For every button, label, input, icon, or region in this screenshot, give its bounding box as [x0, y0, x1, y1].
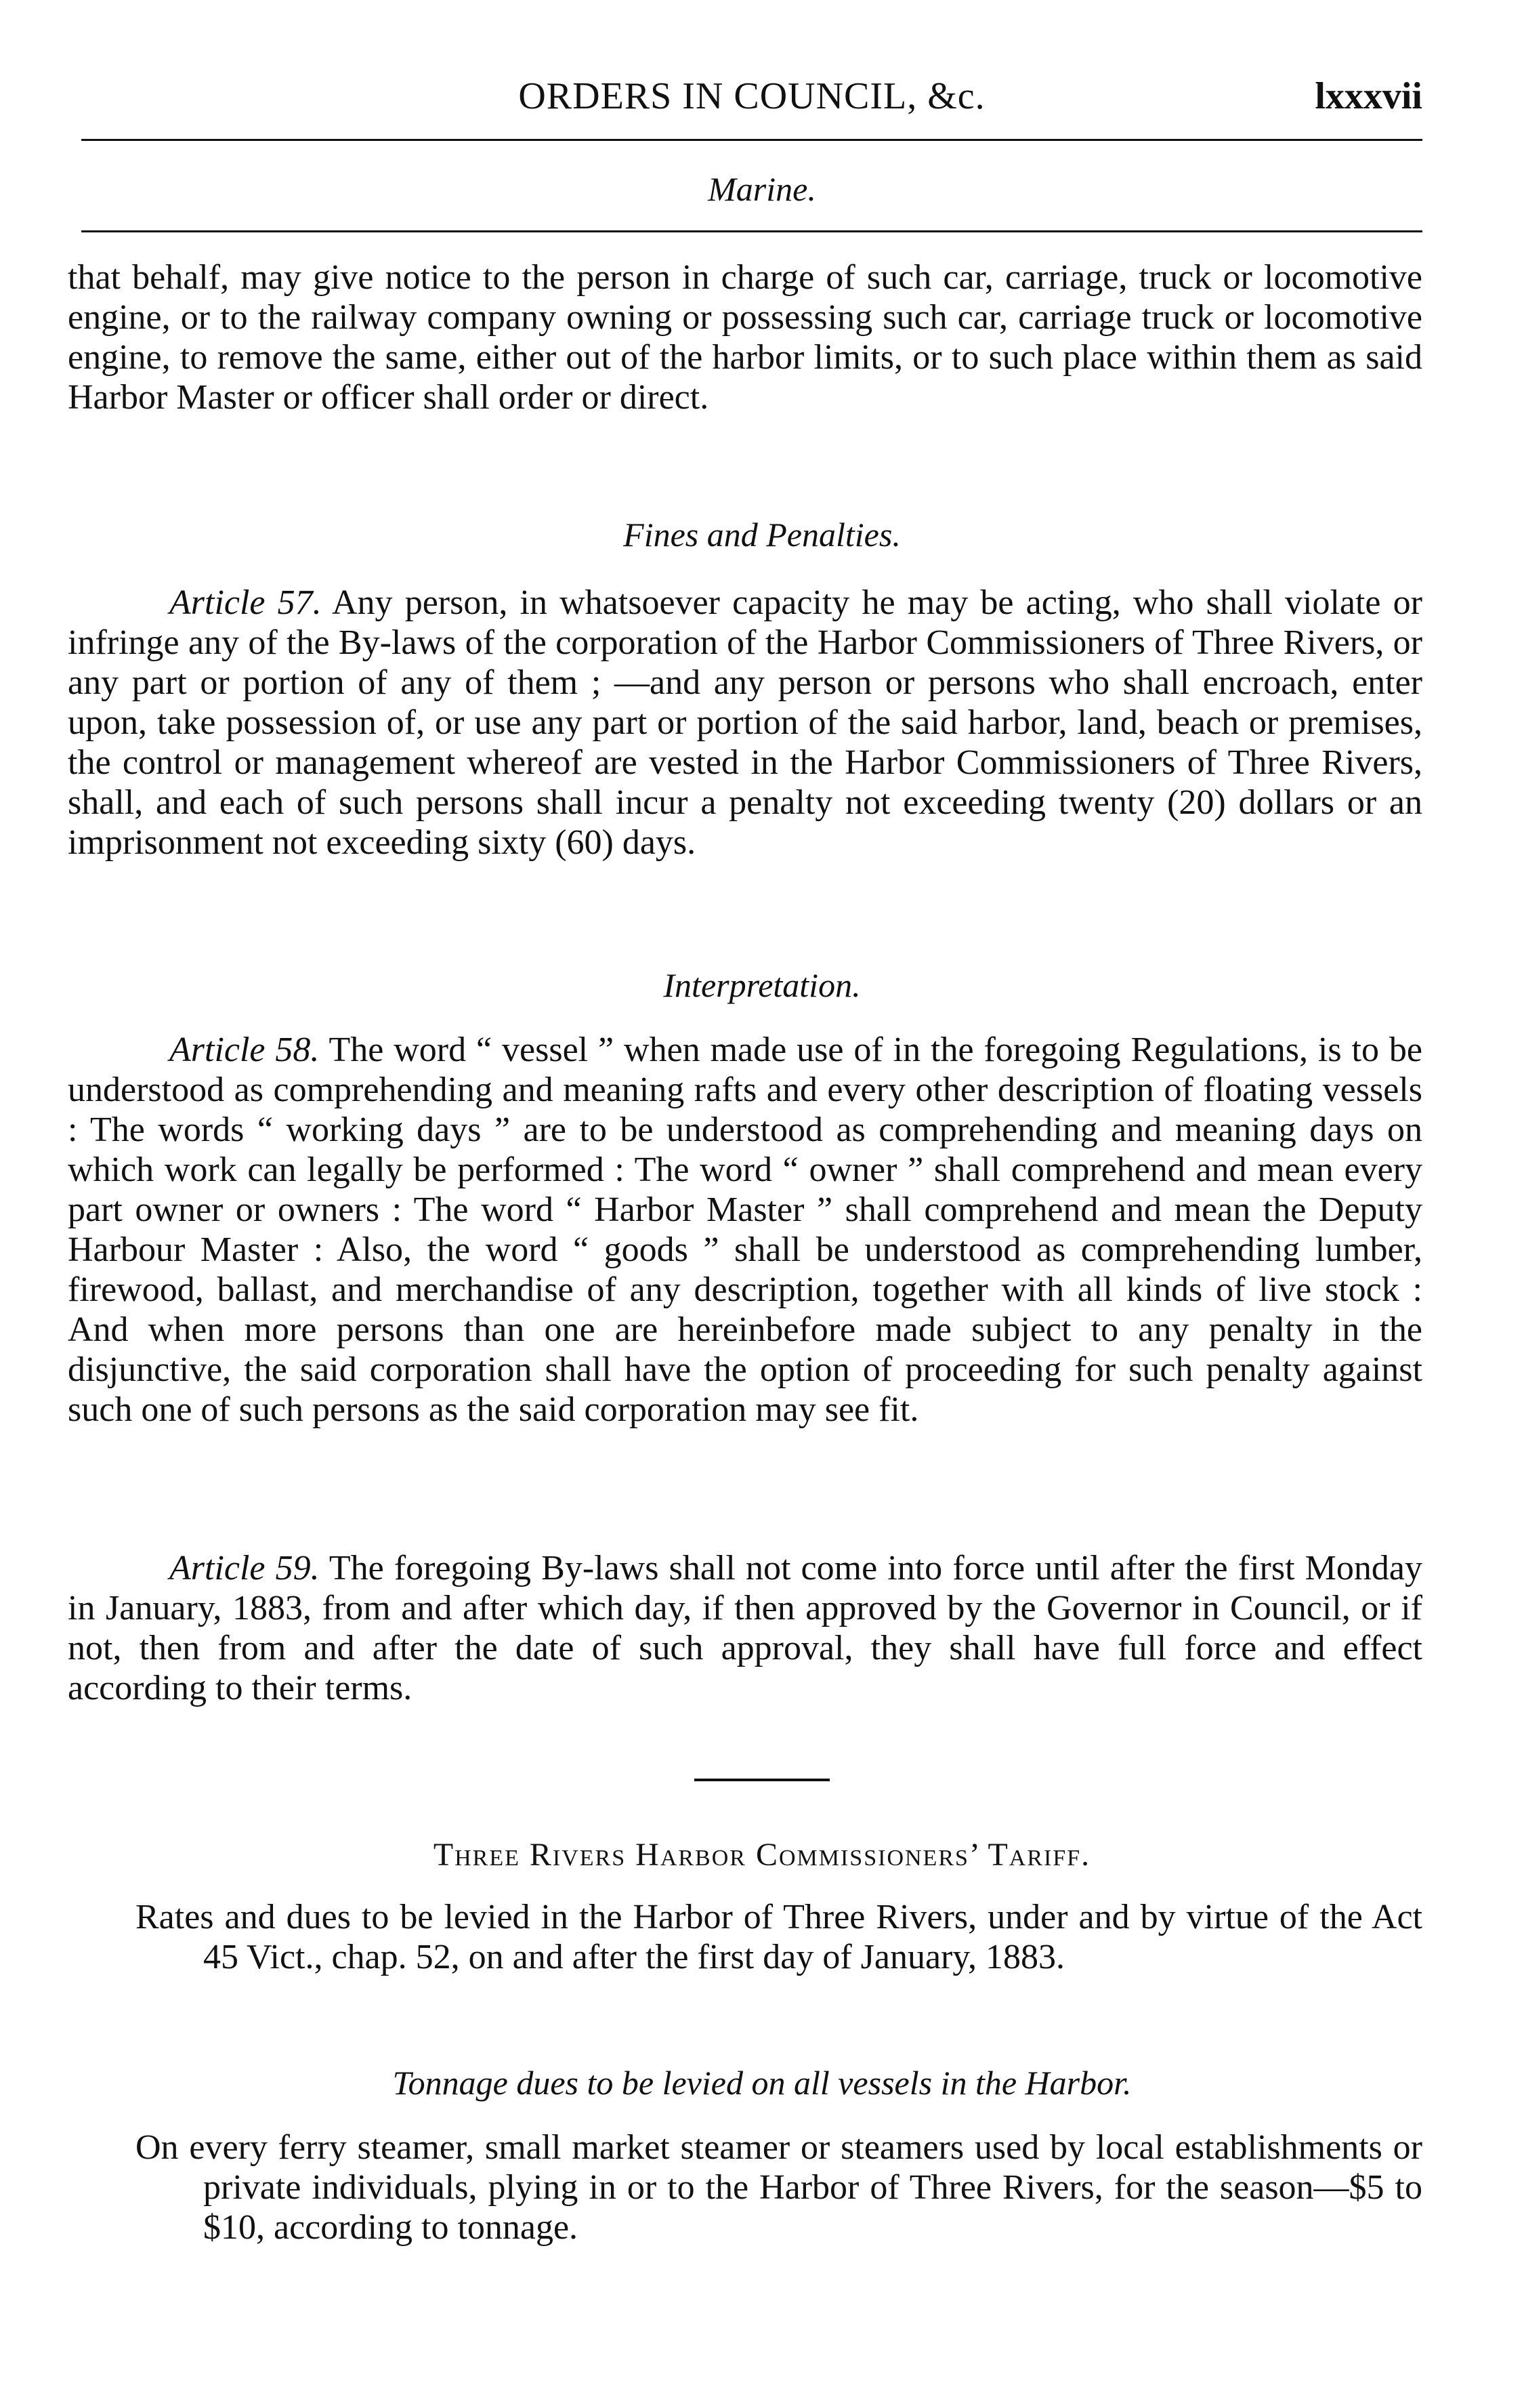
running-head: ORDERS IN COUNCIL, &c. [518, 75, 986, 117]
header-rule [81, 139, 1422, 141]
article-58-label: Article 58. [169, 1031, 320, 1069]
fines-heading: Fines and Penalties. [623, 516, 901, 554]
article-58-text: The word “ vessel ” when made use of in the foregoing Regulations, is to be understood as comprehending and meaning rafts and every other description of floating vessels : The words “ working days ” are to be understood as comprehending and meaning days on which work can legally be performed : The word “ owner ” shall comprehend and mean every part owner or owners : The word “ Harbor Master ” shall comprehend and mean the Deputy Harbour Master : Also, the word “ goods ” shall be understood as comprehending lumber, firewood, ballast, and merchandise of any description, together with all kinds of live stock : And when more persons than one are hereinbefore made subject to any penalty in the disjunctive, the said corporation shall have the option of proceeding for such penalty against such one of such persons as the said corporation may see fit. [68, 1031, 1422, 1429]
article-59-label: Article 59. [169, 1549, 320, 1587]
interpretation-heading: Interpretation. [663, 966, 861, 1004]
ferry-text: On every ferry steamer, small market steamer or steamers used by local establishments or private individuals, plying in or to the Harbor of Three Rivers, for the season—$5 to $10, according to tonnage. [135, 2128, 1422, 2247]
tariff-title: Three Rivers Harbor Commissioners’ Tariff. [433, 1837, 1091, 1873]
continuation-paragraph [68, 257, 1422, 417]
article-59-text: The foregoing By-laws shall not come into force until after the first Monday in January, 1883, from and after which day, if then approved by the Governor in Council, or if not, then from and after the date of such approval, they shall have full force and effect according to their terms. [68, 1549, 1422, 1707]
article-57-label: Article 57. [169, 583, 322, 622]
tariff-rates-intro [135, 1897, 1422, 1977]
continuation-text: that behalf, may give notice to the person in charge of such car, carriage, truck or locomotive engine, or to the railway company owning or possessing such car, carriage truck or locomotive engine, to remove the same, either out of the harbor limits, or to such place within them as said Harbor Master or officer shall order or direct. [68, 258, 1422, 417]
article-59 [68, 1548, 1422, 1708]
tonnage-heading: Tonnage dues to be levied on all vessels in the Harbor. [392, 2064, 1132, 2102]
page-number: lxxxvii [1315, 75, 1422, 117]
article-57 [68, 583, 1422, 863]
ferry-paragraph [135, 2127, 1422, 2247]
section-rule [81, 230, 1422, 232]
page-header [81, 68, 1422, 129]
section-title: Marine. [708, 170, 816, 208]
rates-intro-text: Rates and dues to be levied in the Harbor of Three Rivers, under and by virtue of the Act 45 Vict., chap. 52, on and after the first day of January, 1883. [135, 1898, 1422, 1976]
section-divider [694, 1779, 830, 1781]
article-57-text: Any person, in whatsoever capacity he may be acting, who shall violate or infringe any of the By-laws of the corporation of the Harbor Commissioners of Three Rivers, or any part or portion of any of them ; —and any person or persons who shall encroach, enter upon, take possession of, or use any part or portion of the said harbor, land, beach or premises, the control or management whereof are vested in the Harbor Commissioners of Three Rivers, shall, and each of such persons shall incur a penalty not exceeding twenty (20) dollars or an imprisonment not exceeding sixty (60) days. [68, 583, 1422, 862]
article-58 [68, 1030, 1422, 1430]
